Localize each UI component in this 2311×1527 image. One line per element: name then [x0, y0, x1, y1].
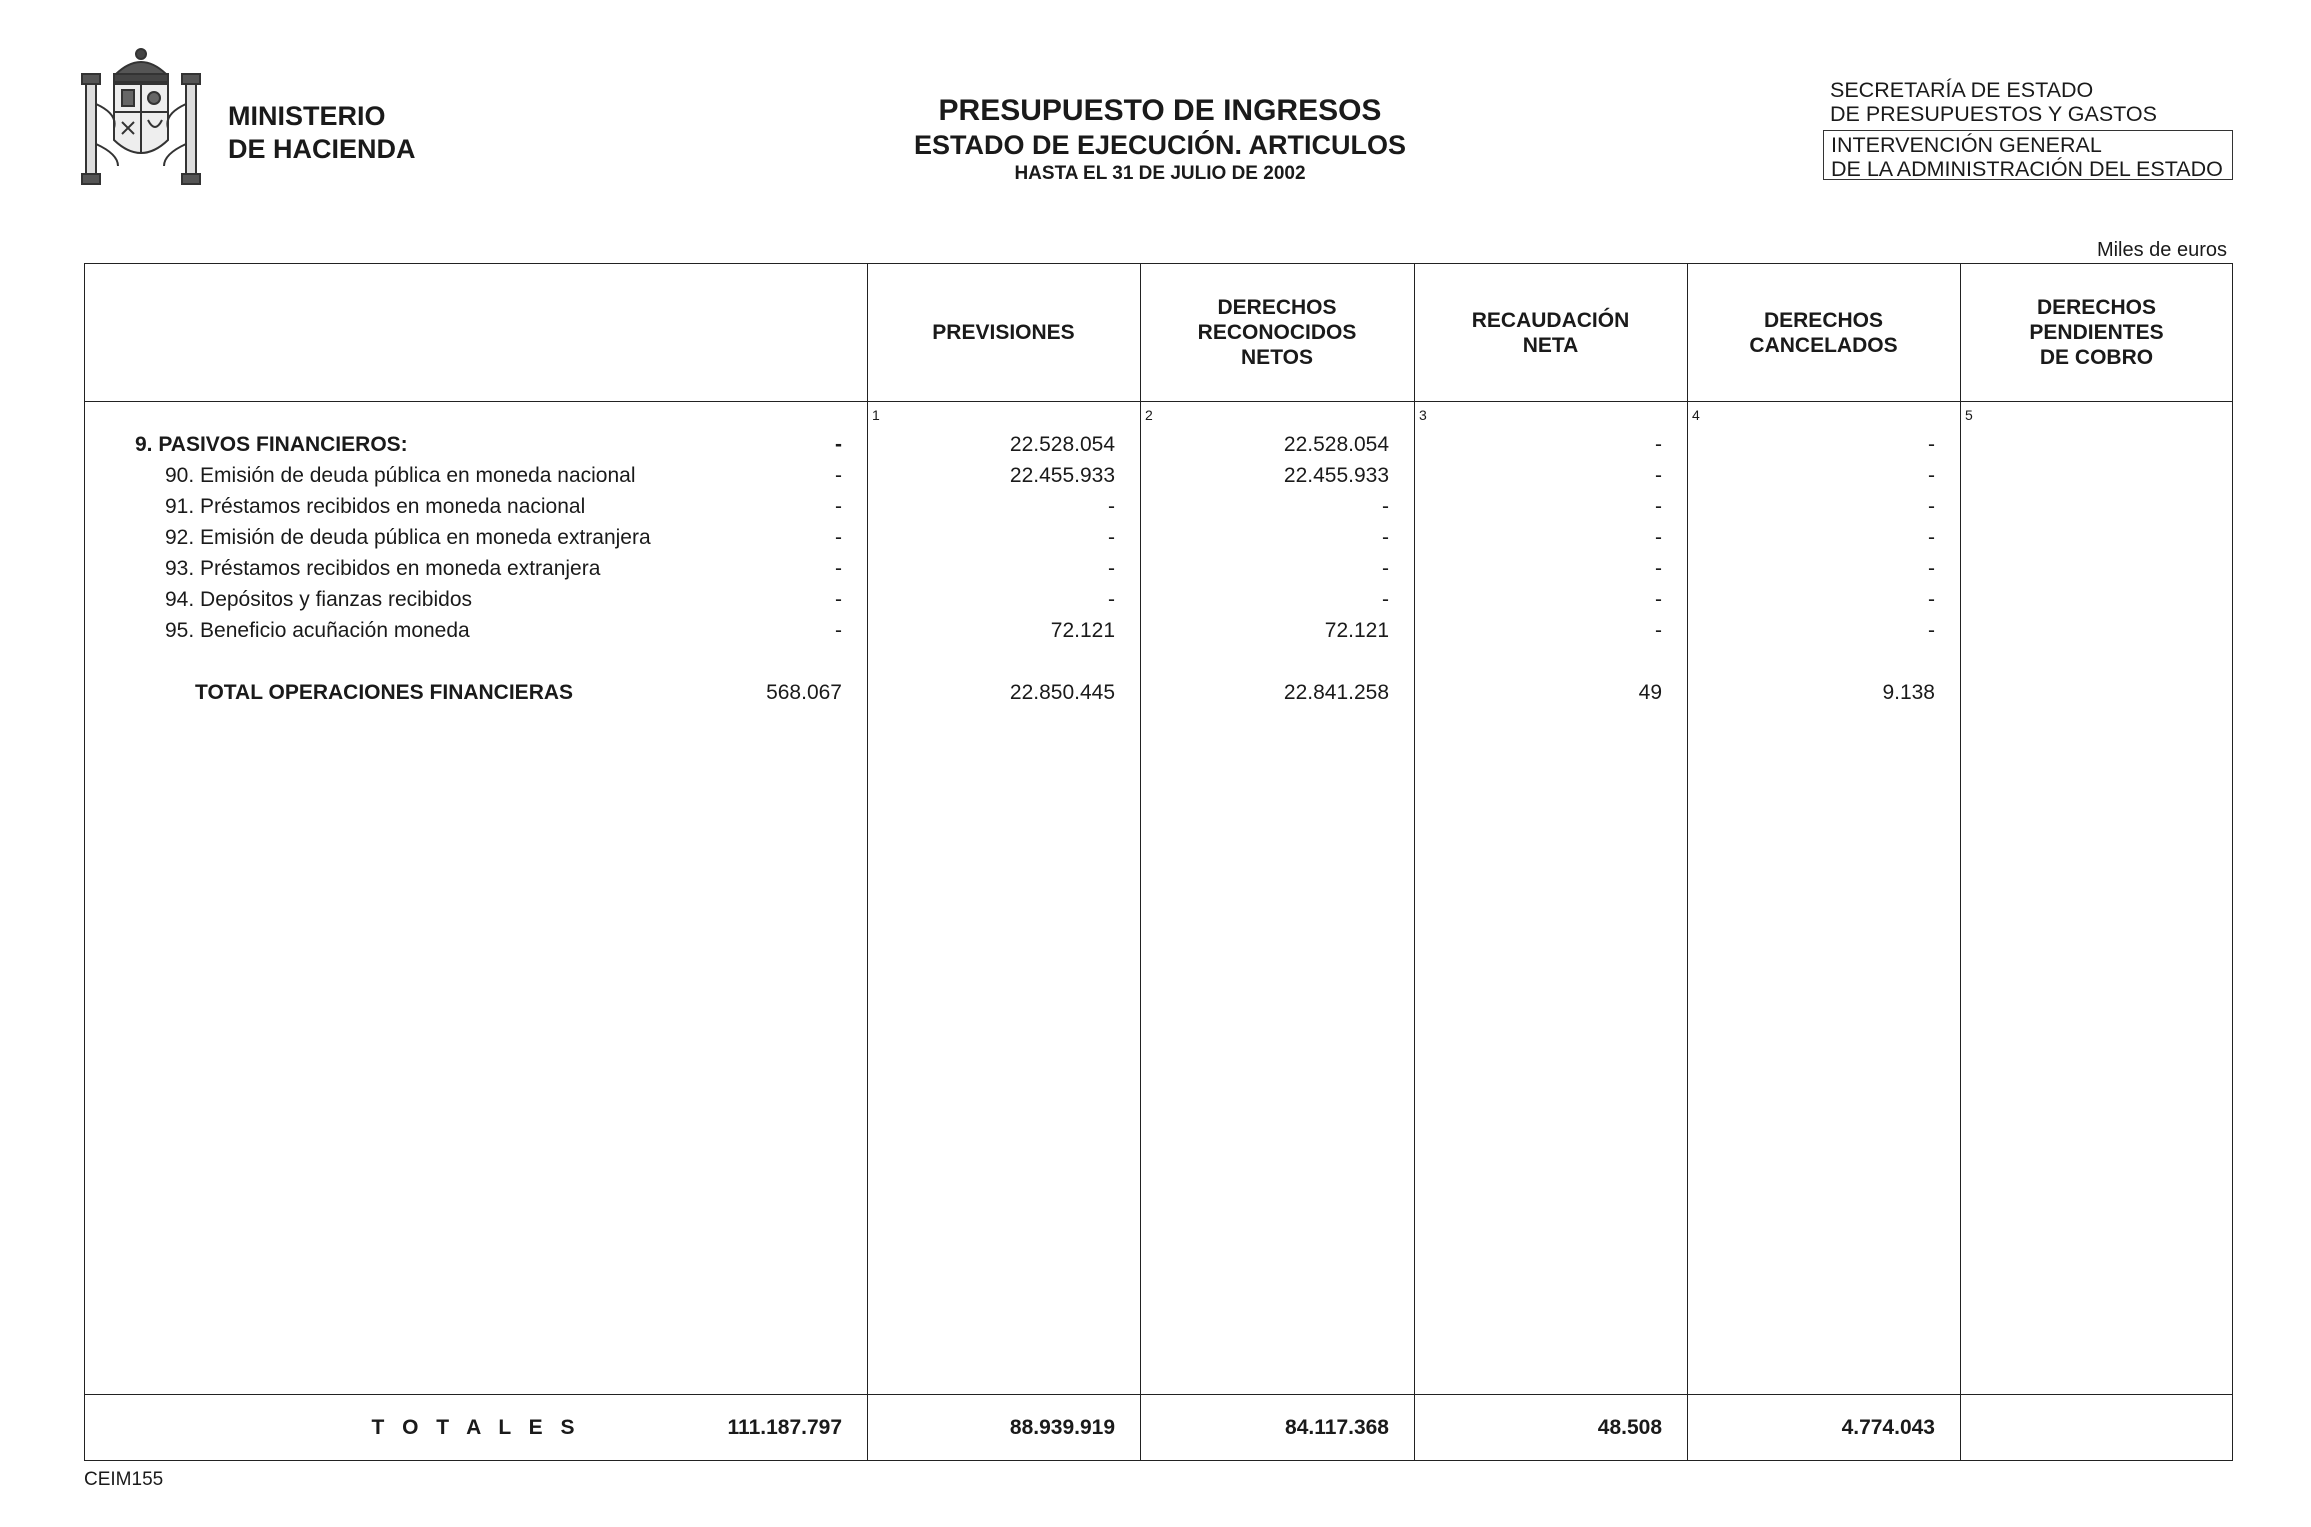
- cell-derechos-reconocidos: 22.528.054: [1009, 433, 1115, 456]
- column-header-label: PREVISIONES: [932, 321, 1075, 344]
- units-label: Miles de euros: [2096, 239, 2227, 261]
- form-code: CEIM155: [84, 1469, 164, 1490]
- ministry-line-2: DE HACIENDA: [228, 134, 416, 164]
- row-label: TOTAL OPERACIONES FINANCIERAS: [195, 681, 574, 704]
- cell-derechos-reconocidos: 22.455.933: [1009, 464, 1115, 487]
- cell-previsiones: -: [835, 588, 842, 611]
- cell-derechos-reconocidos: -: [1108, 557, 1115, 580]
- cell-cancelados: -: [1655, 464, 1662, 487]
- cell-recaudacion: -: [1382, 495, 1389, 518]
- table-row: [85, 429, 2232, 460]
- header-divider: [85, 401, 2232, 402]
- cell-pendientes: -: [1928, 619, 1935, 642]
- cell-pendientes: 9.138: [1882, 681, 1935, 704]
- cell-recaudacion: 22.841.258: [1283, 681, 1389, 704]
- report-title: PRESUPUESTO DE INGRESOS: [938, 94, 1382, 127]
- column-header-label: DERECHOS PENDIENTES DE COBRO: [2029, 296, 2164, 369]
- column-header-label: RECAUDACIÓN NETA: [1471, 308, 1630, 357]
- row-label: 95. Beneficio acuñación moneda: [165, 619, 470, 642]
- ministry-name: [228, 100, 416, 166]
- secretaria-block: [1830, 78, 2157, 126]
- column-header-cancelados: [1687, 264, 1960, 401]
- column-number: 5: [1965, 407, 1973, 423]
- total-cancelados: 48.508: [1597, 1416, 1662, 1439]
- intervencion-box: [1823, 130, 2233, 180]
- total-pendientes: 4.774.043: [1841, 1416, 1935, 1439]
- cell-cancelados: -: [1655, 433, 1662, 456]
- cell-recaudacion: 22.455.933: [1283, 464, 1389, 487]
- cell-cancelados: -: [1655, 526, 1662, 549]
- cell-previsiones: -: [835, 464, 842, 487]
- total-recaudacion: 84.117.368: [1285, 1416, 1389, 1439]
- row-label: 92. Emisión de deuda pública en moneda extranjera: [165, 526, 651, 549]
- cell-recaudacion: -: [1382, 526, 1389, 549]
- cell-derechos-reconocidos: -: [1108, 588, 1115, 611]
- table-row: [85, 491, 2232, 522]
- ministry-line-1: MINISTERIO: [228, 101, 386, 131]
- cell-previsiones: -: [835, 557, 842, 580]
- table-row-subtotal: [85, 677, 2232, 708]
- column-header-label: DERECHOS CANCELADOS: [1749, 308, 1898, 357]
- cell-pendientes: -: [1928, 464, 1935, 487]
- column-number: 3: [1419, 407, 1427, 423]
- budget-table: [84, 263, 2233, 1461]
- totals-label: T O T A L E S: [371, 1416, 581, 1439]
- cell-cancelados: -: [1655, 495, 1662, 518]
- table-row: [85, 522, 2232, 553]
- table-row: [85, 584, 2232, 615]
- cell-pendientes: -: [1928, 526, 1935, 549]
- cell-previsiones: 568.067: [766, 681, 842, 704]
- cell-previsiones: -: [835, 433, 842, 456]
- column-number: 2: [1145, 407, 1153, 423]
- cell-derechos-reconocidos: 72.121: [1050, 619, 1115, 642]
- column-number: 4: [1692, 407, 1700, 423]
- cell-previsiones: -: [835, 495, 842, 518]
- column-header-derechos-reconocidos: [1140, 264, 1414, 401]
- table-row: [85, 460, 2232, 491]
- coat-of-arms-logo: [78, 44, 204, 196]
- report-date: HASTA EL 31 DE JULIO DE 2002: [1014, 163, 1306, 184]
- intervencion-line-1: INTERVENCIÓN GENERAL: [1831, 133, 2102, 157]
- secretaria-line-1: SECRETARÍA DE ESTADO: [1830, 78, 2094, 102]
- cell-recaudacion: -: [1382, 588, 1389, 611]
- cell-derechos-reconocidos: -: [1108, 495, 1115, 518]
- row-label: 91. Préstamos recibidos en moneda nacional: [165, 495, 586, 518]
- cell-pendientes: -: [1928, 495, 1935, 518]
- row-label: 93. Préstamos recibidos en moneda extranjera: [165, 557, 601, 580]
- total-derechos-reconocidos: 88.939.919: [1009, 1416, 1115, 1439]
- row-label: 90. Emisión de deuda pública en moneda nacional: [165, 464, 636, 487]
- secretaria-line-2: DE PRESUPUESTOS Y GASTOS: [1830, 102, 2157, 126]
- cell-pendientes: -: [1928, 433, 1935, 456]
- cell-recaudacion: 22.528.054: [1283, 433, 1389, 456]
- row-label: 94. Depósitos y fianzas recibidos: [165, 588, 472, 611]
- report-title-block: [790, 93, 1530, 187]
- cell-pendientes: -: [1928, 557, 1935, 580]
- cell-previsiones: -: [835, 619, 842, 642]
- column-header-label: DERECHOS RECONOCIDOS NETOS: [1197, 296, 1357, 369]
- cell-recaudacion: 72.121: [1324, 619, 1389, 642]
- cell-previsiones: -: [835, 526, 842, 549]
- total-previsiones: 111.187.797: [727, 1416, 842, 1439]
- table-row: [85, 553, 2232, 584]
- cell-derechos-reconocidos: 22.850.445: [1009, 681, 1115, 704]
- cell-cancelados: -: [1655, 588, 1662, 611]
- column-header-pendientes: [1960, 264, 2233, 401]
- table-row: [85, 615, 2232, 646]
- report-subtitle: ESTADO DE EJECUCIÓN. ARTICULOS: [913, 130, 1407, 160]
- column-header-recaudacion: [1414, 264, 1687, 401]
- column-header-previsiones: [867, 264, 1140, 401]
- intervencion-line-2: DE LA ADMINISTRACIÓN DEL ESTADO: [1831, 157, 2223, 181]
- cell-recaudacion: -: [1382, 557, 1389, 580]
- row-label: 9. PASIVOS FINANCIEROS:: [135, 433, 408, 456]
- cell-cancelados: -: [1655, 557, 1662, 580]
- cell-cancelados: 49: [1638, 681, 1662, 704]
- cell-derechos-reconocidos: -: [1108, 526, 1115, 549]
- cell-pendientes: -: [1928, 588, 1935, 611]
- cell-cancelados: -: [1655, 619, 1662, 642]
- column-number: 1: [872, 407, 880, 423]
